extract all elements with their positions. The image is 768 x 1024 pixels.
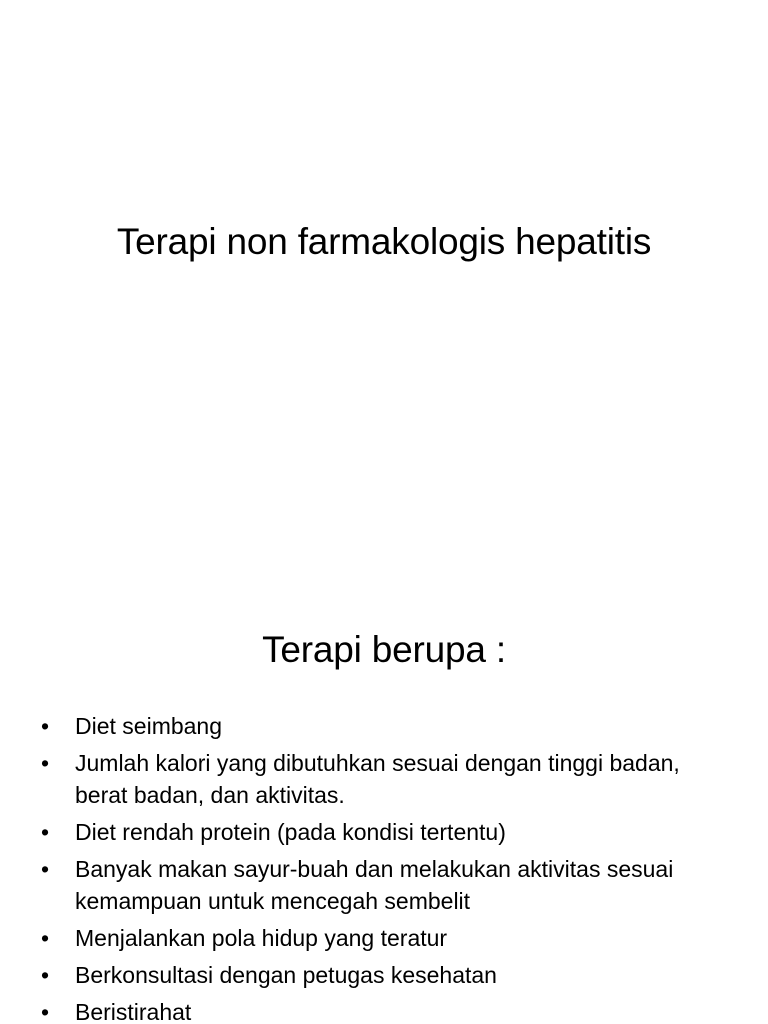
bullet-item bbox=[38, 853, 738, 917]
bullet-icon: • bbox=[41, 999, 50, 1024]
bullet-icon: • bbox=[41, 750, 50, 776]
bullet-text: Diet rendah protein (pada kondisi tertentu) bbox=[75, 819, 506, 845]
bullet-icon: • bbox=[41, 925, 50, 951]
bullet-text: Menjalankan pola hidup yang teratur bbox=[75, 925, 448, 951]
bullet-icon: • bbox=[41, 819, 50, 845]
slide-2-title: Terapi berupa : bbox=[262, 629, 506, 670]
bullet-item bbox=[38, 959, 738, 991]
bullet-list bbox=[38, 710, 738, 1024]
bullet-icon: • bbox=[41, 713, 50, 739]
bullet-icon: • bbox=[41, 962, 50, 988]
bullet-item bbox=[38, 747, 738, 811]
bullet-item bbox=[38, 710, 738, 742]
bullet-text: Banyak makan sayur-buah dan melakukan aktivitas sesuai kemampuan untuk mencegah sembelit bbox=[75, 856, 674, 914]
bullet-icon: • bbox=[41, 856, 50, 882]
bullet-item bbox=[38, 922, 738, 954]
slide-2 bbox=[0, 576, 768, 1024]
bullet-text: Beristirahat bbox=[75, 999, 192, 1024]
bullet-text: Diet seimbang bbox=[75, 713, 223, 739]
bullet-text: Jumlah kalori yang dibutuhkan sesuai dengan tinggi badan, berat badan, dan aktivitas. bbox=[75, 750, 680, 808]
bullet-item bbox=[38, 816, 738, 848]
bullet-text: Berkonsultasi dengan petugas kesehatan bbox=[75, 962, 497, 988]
bullet-item bbox=[38, 996, 738, 1024]
slide-1-title: Terapi non farmakologis hepatitis bbox=[116, 221, 652, 262]
